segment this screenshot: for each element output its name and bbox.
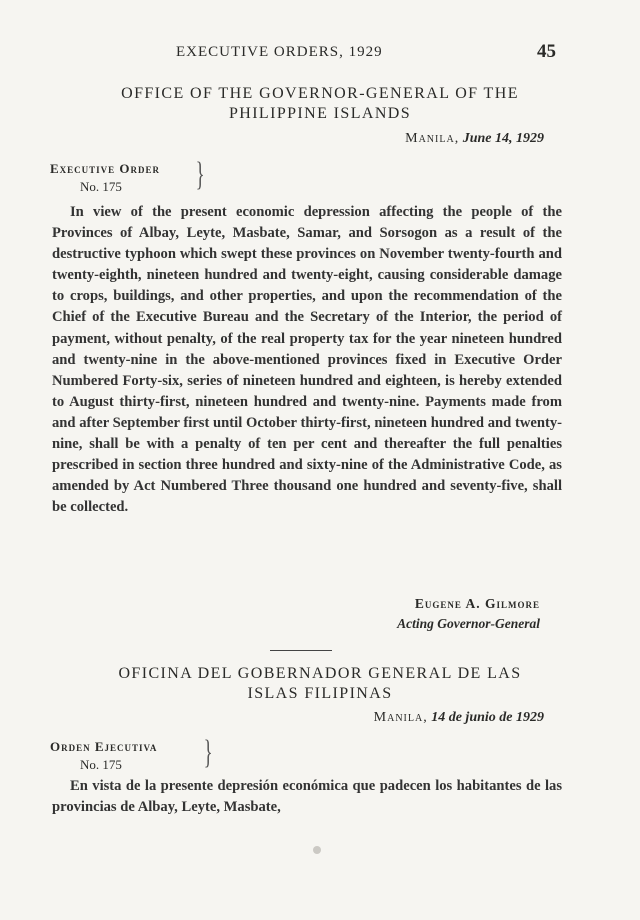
order-heading-spanish [50, 738, 157, 774]
paper-smudge [313, 846, 321, 854]
running-title: EXECUTIVE ORDERS, 1929 [176, 44, 383, 60]
office-title-line2: ISLAS FILIPINAS [247, 685, 393, 702]
signature-block [397, 594, 540, 634]
office-title-line2: PHILIPPINE ISLANDS [228, 105, 412, 122]
section-divider [270, 650, 332, 651]
office-title-line1: OFFICE OF THE GOVERNOR-GENERAL OF THE [121, 85, 519, 102]
dateline-city: Manila, [405, 131, 460, 146]
order-number: No. 175 [80, 757, 122, 772]
order-label: Executive Order [50, 161, 161, 176]
office-title-english [40, 84, 600, 124]
office-title-line1: OFICINA DEL GOBERNADOR GENERAL DE LAS [118, 665, 522, 682]
dateline-date: June 14, 1929 [462, 131, 544, 146]
dateline-english [405, 131, 544, 147]
brace-icon: } [203, 734, 213, 771]
order-heading-english [50, 160, 160, 196]
running-head [0, 41, 640, 68]
order-body-english: In view of the present economic depression affecting the people of the Provinces of Albay, Leyte, Masbate, Samar, and Sorsogon as a result of the destructive typhoon which swept these provinces on November twenty-fourth and twenty-eighth, nineteen hundred and twenty-eight, causing considerable damage to crops, buildings, and other properties, and upon the recommendation of the Chief of the Executive Bureau and the Secretary of the Interior, the period of payment, without penalty, of the real property tax for the year nineteen hundred and twenty-nine in the above-mentioned provinces fixed in Executive Order Numbered Forty-six, series of nineteen hundred and eighteen, is hereby extended to August thirty-first, nineteen hundred and twenty-nine. Payments made from and after September first until October thirty-first, nineteen hundred and twenty-nine, shall be with a penalty of ten per cent and thereafter the full penalties prescribed in section three hundred and sixty-nine of the Administrative Code, as amended by Act Numbered Three thousand one hundred and seventy-five, shall be collected. [52, 204, 562, 516]
dateline-city: Manila, [373, 710, 428, 725]
signer-name: Eugene A. Gilmore [414, 596, 540, 611]
order-number: No. 175 [80, 179, 122, 194]
signer-title: Acting Governor-General [397, 616, 540, 631]
order-body-spanish: En vista de la presente depresión económica que padecen los habitantes de las provincias de Albay, Leyte, Masbate, [52, 778, 562, 816]
dateline-date: 14 de junio de 1929 [431, 710, 544, 725]
brace-icon: } [195, 156, 205, 193]
order-label: Orden Ejecutiva [50, 739, 158, 754]
office-title-spanish [40, 664, 600, 704]
dateline-spanish [374, 710, 544, 726]
page-number: 45 [537, 41, 556, 62]
